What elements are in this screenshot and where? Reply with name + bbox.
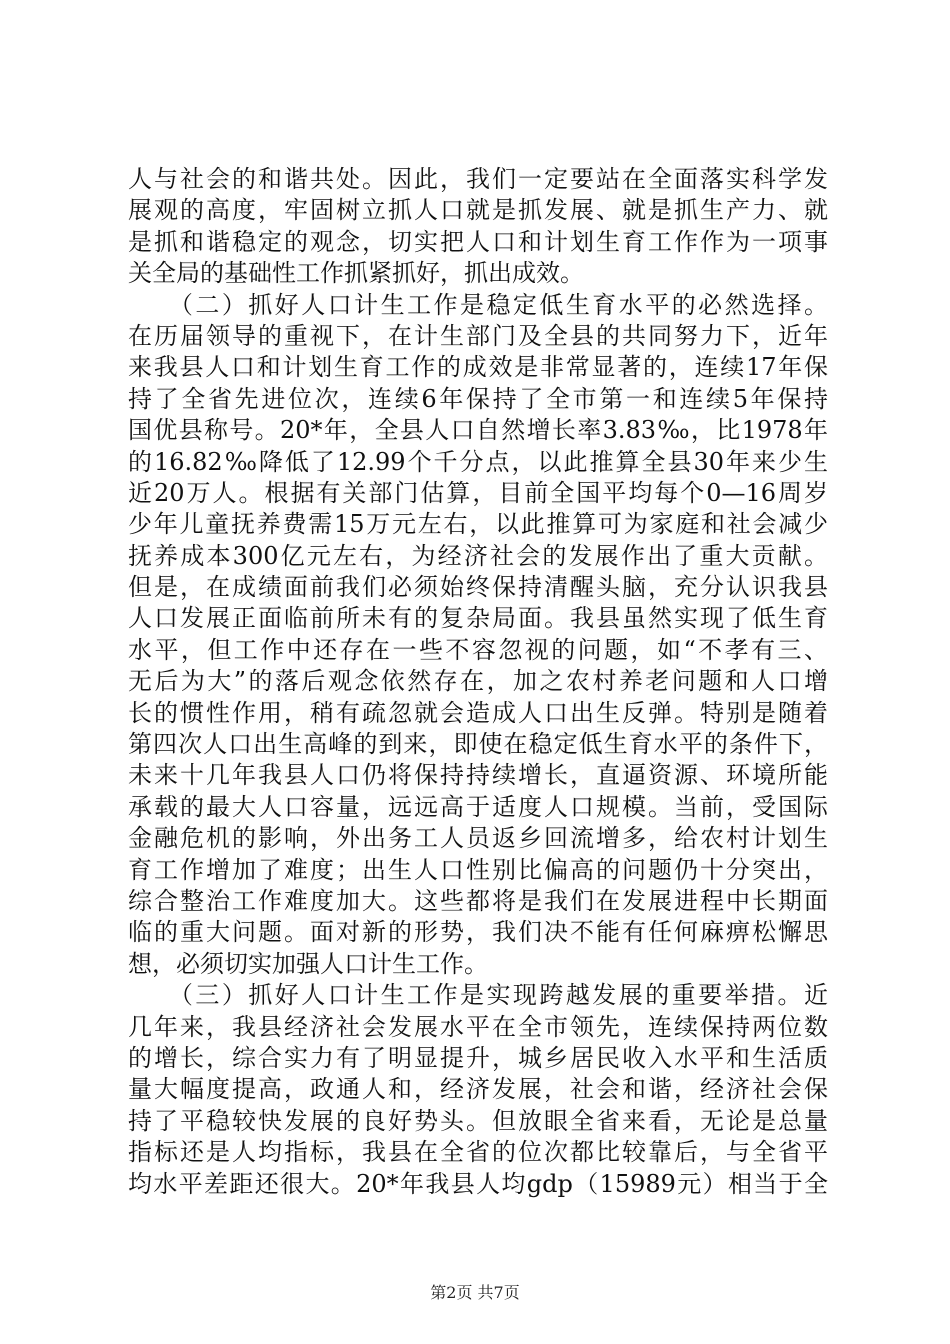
text-line: 在历届领导的重视下，在计生部门及全县的共同努力下，近年	[128, 321, 828, 350]
text-line: 想，必须切实加强人口计生工作。	[128, 949, 488, 978]
text-line: 综合整治工作难度加大。这些都将是我们在发展进程中长期面	[128, 886, 828, 915]
text-line: 几年来，我县经济社会发展水平在全市领先，连续保持两位数	[128, 1012, 828, 1041]
text-line: （三）抓好人口计生工作是实现跨越发展的重要举措。近	[128, 981, 828, 1010]
text-line: （二）抓好人口计生工作是稳定低生育水平的必然选择。	[128, 290, 828, 319]
text-line: 的增长，综合实力有了明显提升，城乡居民收入水平和生活质	[128, 1043, 828, 1072]
text-line: 长的惯性作用，稍有疏忽就会造成人口出生反弹。特别是随着	[128, 698, 828, 727]
body-text	[128, 164, 828, 1200]
page-number-footer: 第2页 共7页	[430, 1283, 520, 1302]
text-line: 无后为大”的落后观念依然存在，加之农村养老问题和人口增	[128, 667, 828, 696]
text-line: 展观的高度，牢固树立抓人口就是抓发展、就是抓生产力、就	[128, 196, 828, 225]
text-line: 是抓和谐稳定的观念，切实把人口和计划生育工作作为一项事	[128, 227, 828, 256]
text-line: 近20万人。根据有关部门估算，目前全国平均每个0—16周岁	[128, 478, 828, 507]
text-line: 第四次人口出生高峰的到来，即使在稳定低生育水平的条件下，	[128, 730, 828, 759]
text-line: 人与社会的和谐共处。因此，我们一定要站在全面落实科学发	[128, 165, 828, 193]
text-line: 承载的最大人口容量，远远高于适度人口规模。当前，受国际	[128, 792, 828, 821]
text-line: 持了全省先进位次，连续6年保持了全市第一和连续5年保持	[128, 384, 828, 413]
text-line: 均水平差距还很大。20*年我县人均gdp（15989元）相当于全	[128, 1169, 828, 1198]
text-line: 少年儿童抚养费需15万元左右，以此推算可为家庭和社会减少	[128, 510, 828, 539]
text-line: 指标还是人均指标，我县在全省的位次都比较靠后，与全省平	[128, 1138, 828, 1167]
text-line: 金融危机的影响，外出务工人员返乡回流增多，给农村计划生	[128, 824, 828, 853]
text-line: 量大幅度提高，政通人和，经济发展，社会和谐，经济社会保	[128, 1075, 828, 1104]
text-line: 的16.82‰降低了12.99个千分点，以此推算全县30年来少生	[128, 447, 828, 476]
text-line: 育工作增加了难度；出生人口性别比偏高的问题仍十分突出，	[128, 855, 828, 884]
text-line: 来我县人口和计划生育工作的成效是非常显著的，连续17年保	[128, 353, 828, 382]
text-line: 持了平稳较快发展的良好势头。但放眼全省来看，无论是总量	[128, 1106, 828, 1135]
text-line: 抚养成本300亿元左右，为经济社会的发展作出了重大贡献。	[128, 541, 828, 570]
text-line: 但是，在成绩面前我们必须始终保持清醒头脑，充分认识我县	[128, 573, 828, 602]
text-line: 未来十几年我县人口仍将保持持续增长，直逼资源、环境所能	[128, 761, 828, 790]
text-line: 关全局的基础性工作抓紧抓好，抓出成效。	[128, 259, 584, 288]
text-line: 国优县称号。20*年，全县人口自然增长率3.83‰，比1978年	[128, 416, 828, 445]
text-line: 人口发展正面临前所未有的复杂局面。我县虽然实现了低生育	[128, 604, 828, 633]
text-line: 临的重大问题。面对新的形势，我们决不能有任何麻痹松懈思	[128, 918, 828, 947]
text-line: 水平，但工作中还存在一些不容忽视的问题，如“不孝有三、	[128, 635, 828, 664]
